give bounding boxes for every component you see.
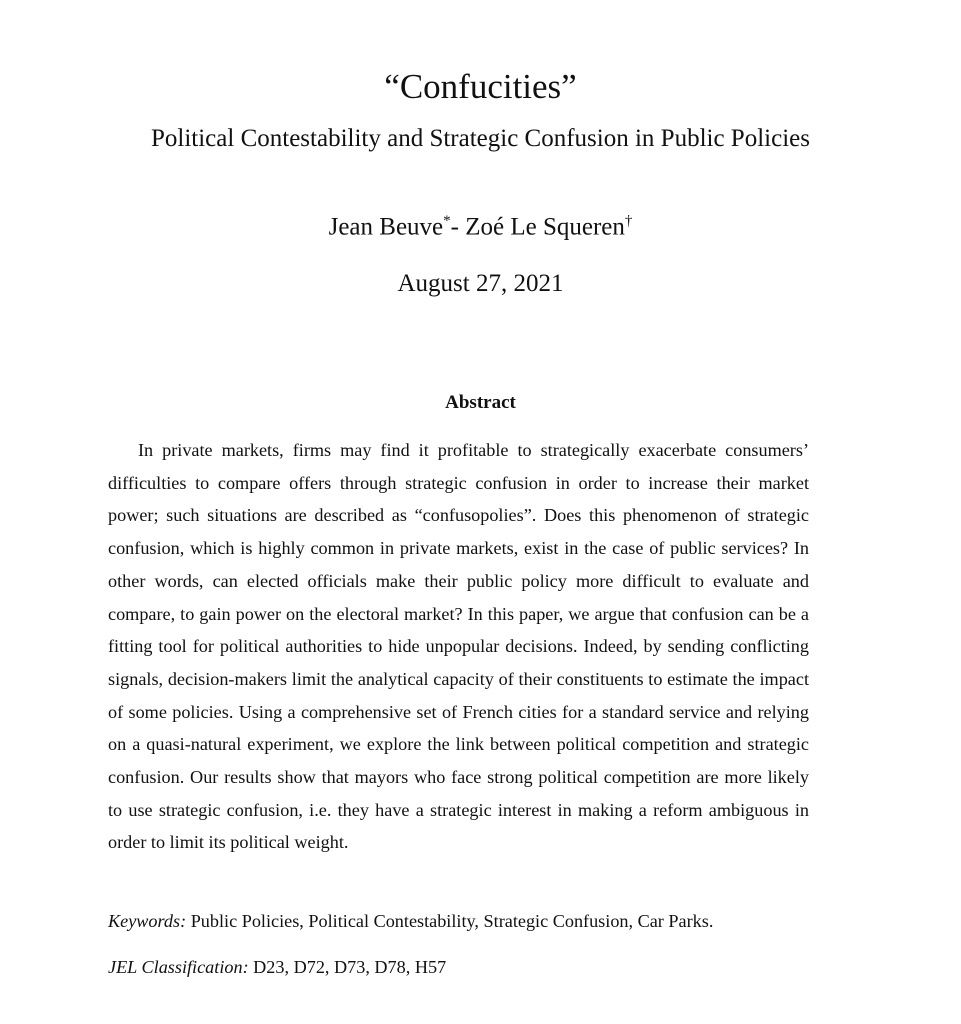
jel-label: JEL Classification:: [108, 957, 249, 977]
paper-title: “Confucities”: [384, 67, 577, 106]
keywords-value: Public Policies, Political Contestability, Strategic Confusion, Car Parks.: [190, 911, 714, 931]
abstract-text: In private markets, firms may find it profitable to strategically exacerbate consumers’ difficulties to compare offers through strategic confusion in order to increase their market power; such situations are described as “confusopolies”. Does this phenomenon of strategic confusion, which is highly common in private markets, exist in the case of public services? In other words, can elected officials make their public policy more difficult to evaluate and compare, to gain power on the electoral market? In this paper, we argue that confusion can be a fitting tool for political authorities to hide unpopular decisions. Indeed, by sending conflicting signals, decision-makers limit the analytical capacity of their constituents to estimate the impact of some policies. Using a comprehensive set of French cities for a standard service and relying on a quasi-natural experiment, we explore the link between political competition and strategic confusion. Our results show that mayors who face strong political competition are more likely to use strategic confusion, i.e. they have a strategic interest in making a reform ambiguous in order to limit its political weight.: [108, 440, 809, 853]
abstract-heading: Abstract: [445, 392, 516, 413]
author-name: Zoé Le Squeren: [465, 213, 625, 241]
jel-value: D23, D72, D73, D78, H57: [253, 957, 447, 977]
jel-classification-line: [108, 952, 809, 982]
keywords-label: Keywords:: [108, 911, 187, 931]
author-separator: -: [450, 213, 466, 241]
author-footnote-mark: *: [443, 213, 451, 229]
author-line: [0, 203, 961, 245]
keywords-line: [108, 906, 809, 936]
paper-subtitle: Political Contestability and Strategic Confusion in Public Policies: [151, 125, 810, 152]
paper-date: August 27, 2021: [397, 270, 564, 297]
author-footnote-mark: †: [624, 213, 633, 229]
author-name: Jean Beuve: [328, 213, 444, 241]
